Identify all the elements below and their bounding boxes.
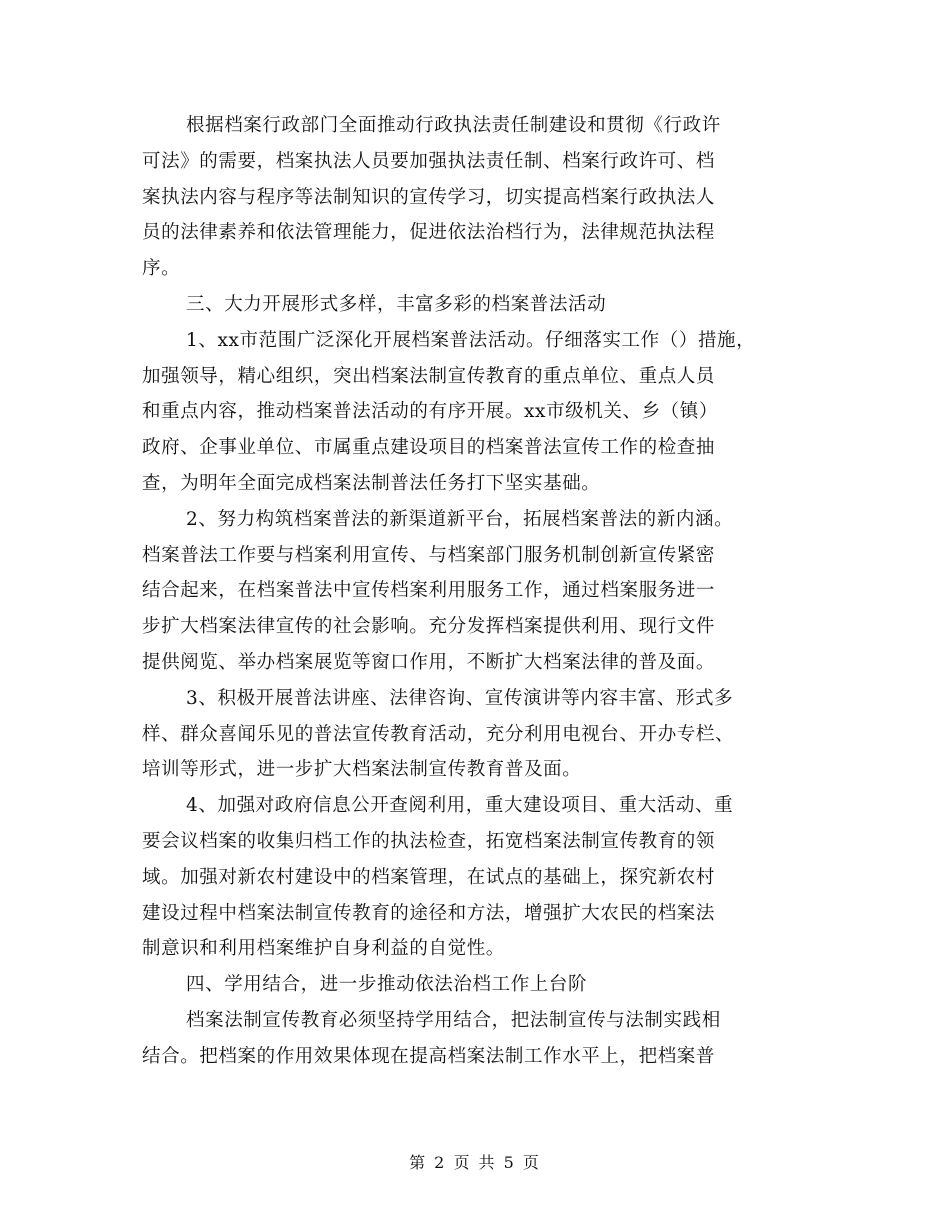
- paragraph-line: 档案普法工作要与档案利用宣传、与档案部门服务机制创新宣传紧密: [142, 544, 716, 566]
- paragraph-line: 4、加强对政府信息公开查阅利用，重大建设项目、重大活动、重: [186, 795, 734, 817]
- paragraph-line: 建设过程中档案法制宣传教育的途径和方法，增强扩大农民的档案法: [142, 902, 716, 924]
- paragraph-line: 查，为明年全面完成档案法制普法任务打下坚实基础。: [142, 472, 601, 494]
- paragraph-line: 加强领导，精心组织，突出档案法制宣传教育的重点单位、重点人员: [142, 365, 716, 387]
- paragraph-line: 要会议档案的收集归档工作的执法检查，拓宽档案法制宣传教育的领: [142, 830, 716, 852]
- paragraph-line: 提供阅览、举办档案展览等窗口作用，不断扩大档案法律的普及面。: [142, 651, 716, 673]
- paragraph-line: 结合。把档案的作用效果体现在提高档案法制工作水平上，把档案普: [142, 1045, 716, 1067]
- paragraph-line: 档案法制宣传教育必须坚持学用结合，把法制宣传与法制实践相: [186, 1009, 721, 1031]
- paragraph-line: 序。: [142, 258, 181, 280]
- paragraph-line: 制意识和利用档案维护自身利益的自觉性。: [142, 938, 505, 960]
- paragraph-line: 样、群众喜闻乐见的普法宣传教育活动，充分利用电视台、开办专栏、: [142, 723, 735, 745]
- document-body: [142, 108, 812, 1075]
- page-number-footer: 第 2 页 共 5 页: [409, 1153, 541, 1172]
- paragraph-line: 培训等形式，进一步扩大档案法制宣传教育普及面。: [142, 759, 582, 781]
- paragraph-line: 1、xx市范围广泛深化开展档案普法活动。仔细落实工作（）措施，: [186, 329, 756, 351]
- paragraph-line: 域。加强对新农村建设中的档案管理，在试点的基础上，探究新农村: [142, 866, 716, 888]
- section-heading: 三、大力开展形式多样，丰富多彩的档案普法活动: [186, 293, 607, 315]
- paragraph-line: 结合起来，在档案普法中宣传档案利用服务工作，通过档案服务进一: [142, 580, 716, 602]
- paragraph-line: 案执法内容与程序等法制知识的宣传学习，切实提高档案行政执法人: [142, 186, 716, 208]
- paragraph-line: 3、积极开展普法讲座、法律咨询、宣传演讲等内容丰富、形式多: [186, 687, 734, 709]
- paragraph-line: 2、努力构筑档案普法的新渠道新平台，拓展档案普法的新内涵。: [186, 508, 734, 530]
- paragraph-line: 员的法律素养和依法管理能力，促进依法治档行为，法律规范执法程: [142, 222, 716, 244]
- section-heading: 四、学用结合，进一步推动依法治档工作上台阶: [186, 974, 588, 996]
- paragraph-line: 可法》的需要，档案执法人员要加强执法责任制、档案行政许可、档: [142, 150, 716, 172]
- paragraph-line: 和重点内容，推动档案普法活动的有序开展。xx市级机关、乡（镇）: [142, 401, 718, 423]
- paragraph-line: 政府、企事业单位、市属重点建设项目的档案普法宣传工作的检查抽: [142, 437, 716, 459]
- paragraph-line: 步扩大档案法律宣传的社会影响。充分发挥档案提供利用、现行文件: [142, 616, 716, 638]
- paragraph-line: 根据档案行政部门全面推动行政执法责任制建设和贯彻《行政许: [186, 115, 721, 136]
